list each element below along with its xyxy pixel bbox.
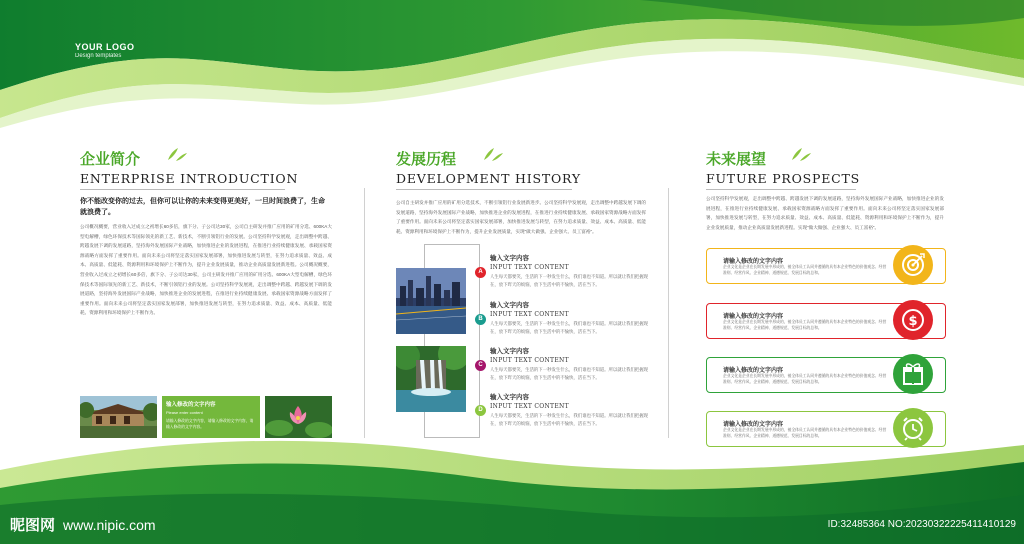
timeline-item-title-cn: 输入文字内容 [490,301,529,309]
prospect-card-text: 企业文化是企业在长期发展中形成的，被全体员工认同并遵循的具有本企业特色的价值观念、经营准则、经营作风、企业精神、道德规范、发展目标的总和。 [723,374,887,384]
panel-enterprise-introduction [80,140,348,440]
timeline-item-text: 人生每天都要笑，生活的下一秒发生什么，我们谁也不知道。所以就让我们把握现在，放下昨天的烦恼，放下生活中的不愉快，活在当下。 [490,413,649,426]
leaf-icon [482,146,504,162]
prospect-card [706,411,946,447]
watermark-site-url: www.nipic.com [63,517,156,533]
panel3-title-cn: 未来展望 [706,150,767,168]
leaf-icon [166,146,188,162]
panel2-intro-text: 公司自主研发并推广应用的矿用分选技术，不断引领铝行业发展新进步。公司坚持科学发展观，走出调整中跨越发展下调的发展道路，坚持海外发展国际产业战略，加快推进企业的发展进程，在推进行业持续健康发展、承载国家资源战略方面发挥了重要作用。面向未来公司将坚定落实国家发展部署，加快推进发展与转型，在努力追求质量、效益、成本、高质量、低能耗、资源利用和环境保护上不断作为，提升企业发展质量，实现“做大做强、企业强大、员工富裕”。 [396,200,646,234]
target-icon [893,245,933,285]
panel1-body-text: 公司概况概要，营业收入过成立之初增长60多倍，旗下分、子公司达30家，公司自主研发并推广应用的矿用分选、600KA大型电解槽，绿色环保技术等国际领先的新工艺、新技术，不断引领铝行业的发展。公司坚持科学发展观，走出调整中跨越、跨越发展下调的发展道路，坚持海外发展国际产业战略，加快推进企业的发展进程，在推进行业持续健康发展、承载国家资源战略方面发挥了重要作用。面向未来公司将坚定落实国家发展部署，加快推进发展与转型，在努力追求质量、效益、成本、高质量、低能耗、资源利用和环境保护上不断作为，提升企业发展质量，推动企业高质量发展新进程。公司概况概要，营业收入过成立之初增长60多倍，旗下分、子公司达30家，公司主研发并推广应用的矿用分选、600KA大型电解槽，绿色环保技术等国际领先的新工艺、新技术，不断引领铝行业的发展。公司坚持科学发展观，走出调整中跨越、跨越发展下调的发展道路，坚持海外发展国际产业战略，加快推进企业的发展进程，在推进行业持续健康发展、承载国家资源战略方面发挥了重要作用。面向未来公司将坚定落实国家发展部署，加快推进发展与转型，在努力追求质量、效益、成本、高质量、低能耗、资源利用和环境保护上不断作为。 [80,224,332,316]
timeline-item-text: 人生每天都要笑，生活的下一秒发生什么，我们谁也不知道。所以就让我们把握现在，放下昨天的烦恼，放下生活中的不愉快，活在当下。 [490,321,649,334]
promo-text: 请输入修改的文字内容，请输入修改的文字内容，请输入修改的文字内容。 [166,419,254,429]
timeline-item-title-cn: 输入文字内容 [490,347,529,355]
timeline-dot-d: D [475,405,486,416]
panel3-intro-text: 公司坚持科学发展观，走出调整中跨越、跨越发展下调的发展道路，坚持海外发展国际产业战略，加快推进企业的发展进程，在推进行业持续健康发展、承载国家资源战略方面发挥了重要作用。面向未来公司将坚定落实国家发展部署，加快推进发展与转型，在努力追求质量、效益、成本、高质量、低能耗、资源利用和环境保护上不断作为，提升企业发展质量，推动企业高质量发展新进程。实现“做大做强、企业强大、员工富裕”。 [706,196,944,230]
timeline-item [490,253,650,288]
timeline-item [490,346,650,381]
promo-title: 输入修改的文字内容 [166,402,216,408]
timeline-dot-b: B [475,314,486,325]
panel1-subtitle: 你不能改变你的过去，但你可以让你的未来变得更美好，一旦时间浪费了，生命就浪费了。 [80,196,325,216]
panel1-lotus-photo [265,396,332,438]
timeline-waterfall-photo [396,346,466,412]
timeline-item-title-cn: 输入文字内容 [490,254,529,262]
watermark-id: ID:32485364 NO:20230322225411410129 [827,519,1016,530]
panel1-title-cn: 企业简介 [80,150,141,168]
panel2-title-cn: 发展历程 [396,150,457,168]
timeline-item [490,392,650,427]
alarm-clock-icon [893,408,933,448]
logo-sub-text: Design templates [75,53,122,59]
timeline-dot-c: C [475,360,486,371]
prospect-card-title: 请输入修改的文字内容 [723,367,784,374]
panel2-title-en: DEVELOPMENT HISTORY [396,171,581,186]
prospect-card-title: 请输入修改的文字内容 [723,421,784,428]
gift-icon [893,354,933,394]
timeline-item [490,300,650,335]
prospect-card-text: 企业文化是企业在长期发展中形成的，被全体员工认同并遵循的具有本企业特色的价值观念、经营准则、经营作风、企业精神、道德规范、发展目标的总和。 [723,265,887,275]
panel2-title-underline [396,189,572,190]
panel3-title-underline [706,189,856,190]
timeline-city-photo [396,268,466,334]
panel1-promo-box [162,396,260,438]
svg-text:$: $ [908,314,918,329]
prospect-card-title: 请输入修改的文字内容 [723,258,784,265]
timeline-item-title-cn: 输入文字内容 [490,393,529,401]
timeline-item-text: 人生每天都要笑，生活的下一秒发生什么，我们谁也不知道。所以就让我们把握现在，放下昨天的烦恼，放下生活中的不愉快，活在当下。 [490,367,649,380]
panel1-pavilion-photo [80,396,157,438]
prospect-card-text: 企业文化是企业在长期发展中形成的，被全体员工认同并遵循的具有本企业特色的价值观念、经营准则、经营作风、企业精神、道德规范、发展目标的总和。 [723,320,887,330]
panel1-title-en: ENTERPRISE INTRODUCTION [80,171,299,186]
timeline-item-title-en: INPUT TEXT CONTENT [490,357,569,364]
leaf-icon [790,146,812,162]
logo-main-text: YOUR LOGO [75,42,135,52]
prospect-card [706,248,946,284]
panel1-title-underline [80,189,285,190]
timeline-item-title-en: INPUT TEXT CONTENT [490,264,569,271]
panel3-title-en: FUTURE PROSPECTS [706,171,861,186]
panel-future-prospects [706,140,946,440]
timeline-item-text: 人生每天都要笑，生活的下一秒发生什么，我们谁也不知道。所以就让我们把握现在，放下昨天的烦恼，放下生活中的不愉快，活在当下。 [490,274,649,287]
divider-left [364,188,365,438]
dollar-icon [893,300,933,340]
watermark-site [10,514,156,535]
timeline-item-title-en: INPUT TEXT CONTENT [490,311,569,318]
prospect-card [706,357,946,393]
prospect-card-title: 请输入修改的文字内容 [723,313,784,320]
prospect-card [706,303,946,339]
panel-development-history [396,140,658,440]
watermark-site-name: 昵图网 [10,516,56,534]
logo [75,42,135,59]
prospect-card-text: 企业文化是企业在长期发展中形成的，被全体员工认同并遵循的具有本企业特色的价值观念、经营准则、经营作风、企业精神、道德规范、发展目标的总和。 [723,428,887,438]
timeline-item-title-en: INPUT TEXT CONTENT [490,403,569,410]
divider-right [668,188,669,438]
promo-subtitle: Please enter content [166,410,203,415]
timeline-dot-a: A [475,267,486,278]
